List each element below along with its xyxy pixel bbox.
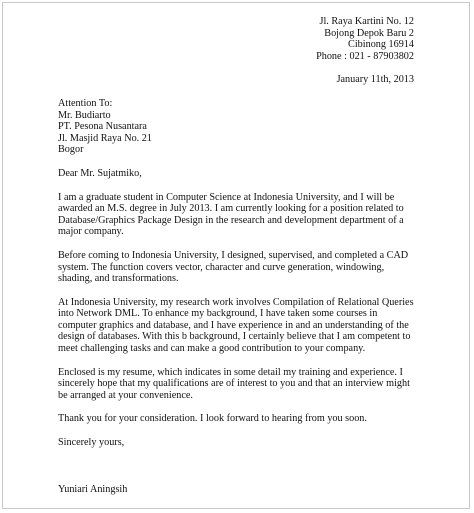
recipient-address [58,98,414,156]
body-paragraph: I am a graduate student in Computer Science at Indonesia University, and I will be awarded an M.S. degree in July 2013. I am currently looking for a position related to Database/Graphics Package Design in the research and development department of a major company. [58,191,404,238]
recipient-name: Mr. Budiarto [58,109,111,121]
recipient-company: PT. Pesona Nusantara [58,121,147,133]
body-paragraph: Thank you for your consideration. I look forward to hearing from you soon. [58,413,367,425]
body-paragraph: At Indonesia University, my research work involves Compilation of Relational Queries into Network DML. To enhance my background, I have taken some courses in computer graphics and database, and I have experience in and an understanding of the design of databases. With this b background, I certainly believe that I am competent to meet challenging tasks and can make a good contribution to your company. [58,296,414,355]
body-paragraph: Enclosed is my resume, which indicates in some detail my training and experience. I sincerely hope that my qualifications are of interest to you and that an interview might be arranged at your convenience. [58,366,410,401]
sender-address [58,16,414,62]
cover-letter [58,16,414,495]
closing: Sincerely yours, [58,437,125,449]
letter-date: January 11th, 2013 [336,74,414,86]
sender-phone: Phone : 021 - 87903802 [316,50,414,62]
body-paragraph: Before coming to Indonesia University, I designed, supervised, and completed a CAD system. The function covers vector, character and curve generation, windowing, shading, and transformations. [58,249,409,285]
sender-street: Jl. Raya Kartini No. 12 [319,16,414,27]
sender-city: Cibinong 16914 [348,39,414,51]
recipient-city: Bogor [58,144,84,156]
signature-name: Yuniari Aningsih [58,483,128,495]
salutation: Dear Mr. Sujatmiko, [58,167,142,179]
sender-district: Bojong Depok Baru 2 [324,27,414,39]
recipient-street: Jl. Masjid Raya No. 21 [58,132,152,144]
recipient-attention: Attention To: [58,97,113,109]
